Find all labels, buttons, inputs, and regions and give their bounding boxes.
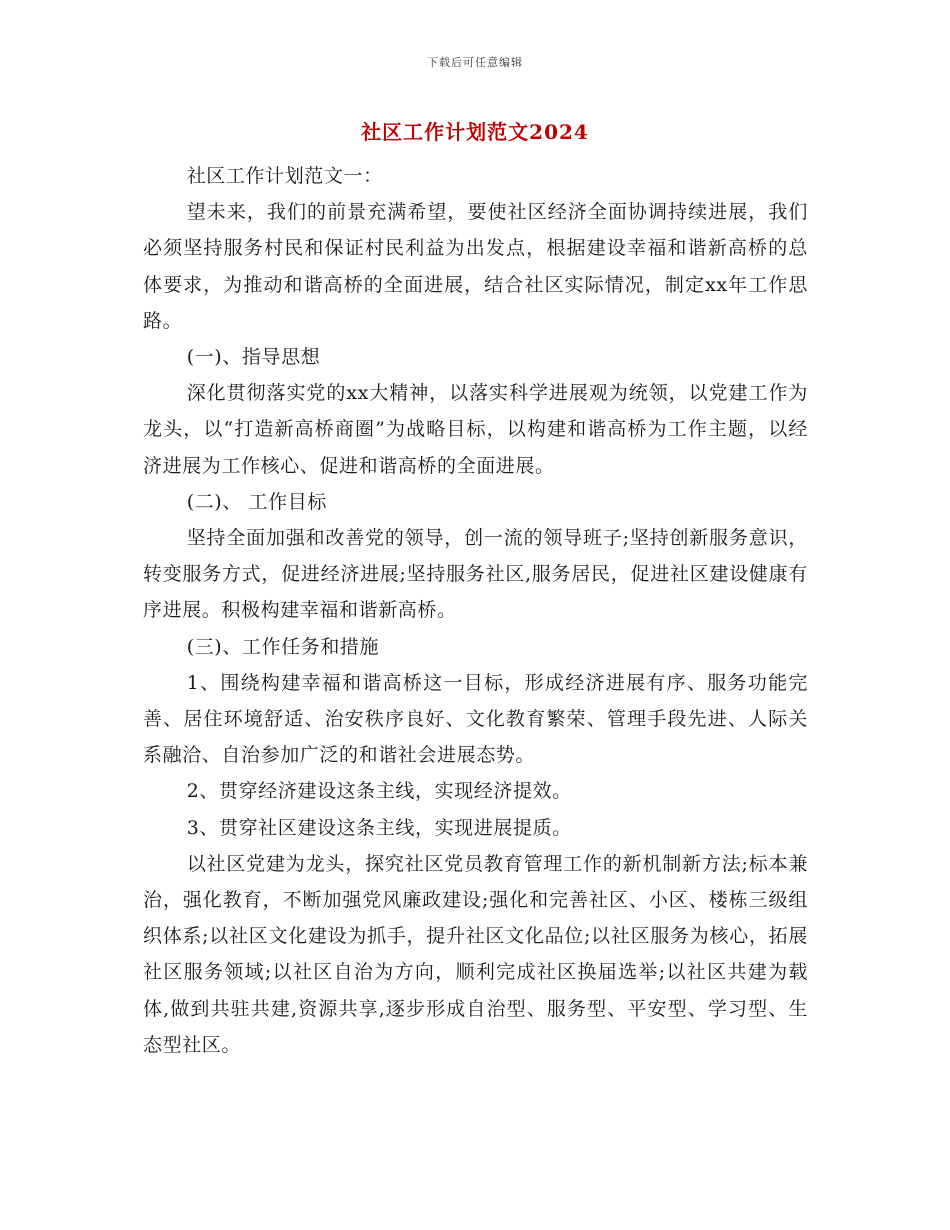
paragraph: 2、贯穿经济建设这条主线，实现经济提效。 — [186, 780, 572, 803]
paragraph: 望未来，我们的前景充满希望，要使社区经济全面协调持续进展，我们必须坚持服务村民和保证村民利益为出发点，根据建设幸福和谐新高桥的总体要求，为推动和谐高桥的全面进展，结合社区实际情况，制定xx年工作思路。 — [143, 201, 808, 332]
paragraph: 3、贯穿社区建设这条主线，实现进展提质。 — [186, 816, 572, 839]
document-title: 社区工作计划范文2024 — [361, 120, 589, 144]
paragraph: 坚持全面加强和改善党的领导，创一流的领导班子;坚持创新服务意识，转变服务方式，促进经济进展;坚持服务社区,服务居民，促进社区建设健康有序进展。积极构建幸福和谐新高桥。 — [143, 527, 808, 622]
paragraph: 1、围绕构建幸福和谐高桥这一目标，形成经济进展有序、服务功能完善、居住环境舒适、治安秩序良好、文化教育繁荣、管理手段先进、人际关系融洽、自治参加广泛的和谐社会进展态势。 — [143, 671, 808, 767]
paragraph: 深化贯彻落实党的xx大精神，以落实科学进展观为统领，以党建工作为龙头，以“打造新高桥商圈”为战略目标，以构建和谐高桥为工作主题，以经济进展为工作核心、促进和谐高桥的全面进展。 — [143, 382, 808, 477]
paragraph-intro: 社区工作计划范文一： — [186, 165, 383, 187]
document-body — [143, 158, 808, 1063]
section-heading: (二)、 工作目标 — [186, 490, 327, 513]
section-heading: (一)、指导思想 — [186, 346, 321, 369]
header-note: 下载后可任意编辑 — [427, 56, 523, 69]
paragraph: 以社区党建为龙头，探究社区党员教育管理工作的新机制新方法;标本兼治，强化教育，不断加强党风廉政建设;强化和完善社区、小区、楼栋三级组织体系;以社区文化建设为抓手，提升社区文化品位;以社区服务为核心，拓展社区服务领域;以社区自治为方向，顺利完成社区换届选举;以社区共建为载体,做到共驻共建,资源共享,逐步形成自治型、服务型、平安型、学习型、生态型社区。 — [143, 852, 808, 1056]
section-heading: (三)、工作任务和措施 — [186, 635, 380, 658]
